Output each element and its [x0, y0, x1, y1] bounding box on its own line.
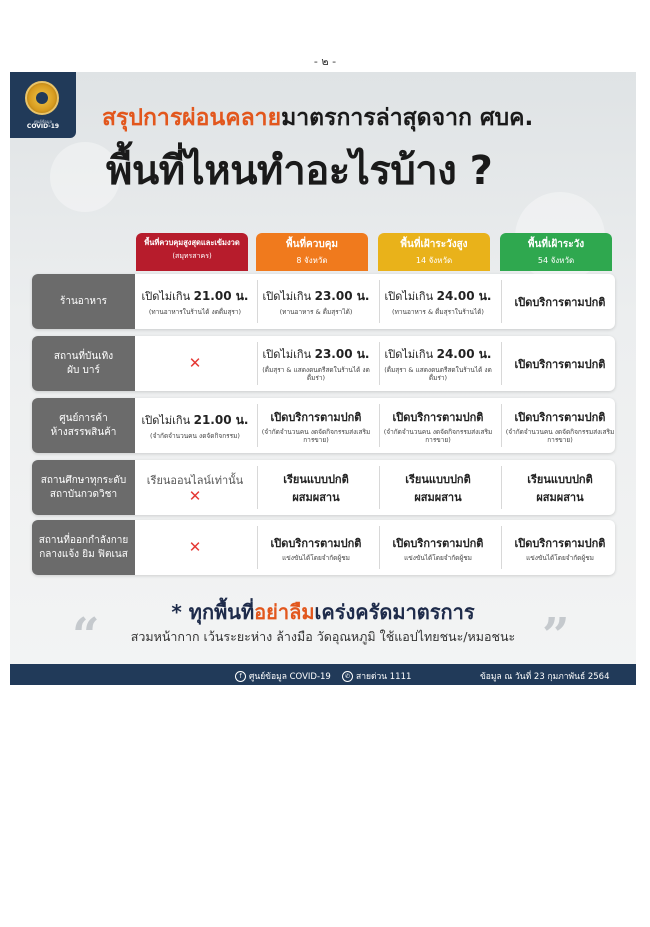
column-divider [379, 466, 380, 509]
infographic-poster [10, 72, 636, 685]
column-divider [257, 526, 258, 569]
not-allowed-icon: ✕ [188, 538, 202, 556]
table-cell: เรียนแบบปกติ ผสมผสาน [405, 472, 471, 504]
table-cell: เปิดบริการตามปกติ แข่งขันได้โดยจำกัดผู้ชม [392, 536, 484, 562]
facebook-icon: f [235, 671, 246, 682]
table-row [32, 274, 615, 329]
zone-header-2: พื้นที่ควบคุม 8 จังหวัด [256, 233, 368, 271]
column-divider [501, 466, 502, 509]
row-label: ร้านอาหาร [32, 274, 135, 329]
main-title: พื้นที่ไหนทำอะไรบ้าง ? [106, 148, 493, 194]
row-label: สถานที่ออกกำลังกาย กลางแจ้ง ยิม ฟิตเนส [32, 520, 135, 575]
table-row [32, 460, 615, 515]
footer-bar [10, 664, 636, 685]
column-divider [379, 280, 380, 323]
reminder-heading: * ทุกพื้นที่อย่าลืมเคร่งครัดมาตรการ [171, 600, 475, 624]
page-number: - ๒ - [313, 55, 337, 68]
zone-header-4: พื้นที่เฝ้าระวัง 54 จังหวัด [500, 233, 612, 271]
open-quote-icon: “ [72, 608, 100, 664]
seal-icon [25, 81, 59, 115]
table-cell [136, 520, 254, 575]
zone-header-1: พื้นที่ควบคุมสูงสุดและเข้มงวด (สมุทรสาคร) [136, 233, 248, 271]
reminder-measures: สวมหน้ากาก เว้นระยะห่าง ล้างมือ วัดอุณหภูมิ ใช้แอปไทยชนะ/หมอชนะ [130, 629, 516, 644]
footer-facebook: f ศูนย์ข้อมูล COVID-19 [235, 669, 331, 683]
table-cell: เปิดบริการตามปกติ (จำกัดจำนวนคน งดจัดกิจกรรมส่งเสริมการขาย) [505, 410, 615, 444]
column-divider [501, 404, 502, 447]
not-allowed-icon: ✕ [188, 354, 202, 372]
footer-date: ข้อมูล ณ วันที่ 23 กุมภาพันธ์ 2564 [480, 672, 610, 682]
table-cell: เปิดบริการตามปกติ (จำกัดจำนวนคน งดจัดกิจกรรมส่งเสริมการขาย) [383, 410, 493, 444]
table-cell: เปิดไม่เกิน 24.00 น. (ทานอาหาร & ดื่มสุราในร้านได้) [384, 289, 492, 316]
column-divider [379, 342, 380, 385]
table-cell: เรียนแบบปกติ ผสมผสาน [527, 472, 593, 504]
table-cell: เปิดไม่เกิน 23.00 น. (ทานอาหาร & ดื่มสุราได้) [262, 289, 370, 316]
table-cell: เปิดไม่เกิน 23.00 น. (ดื่มสุรา & แสดงดนตรีสดในร้านได้ งดดื่มร่า) [262, 347, 370, 382]
table-cell: เรียนแบบปกติ ผสมผสาน [283, 472, 349, 504]
column-divider [257, 466, 258, 509]
table-cell: เปิดบริการตามปกติ แข่งขันได้โดยจำกัดผู้ชม [270, 536, 362, 562]
row-label: สถานที่บันเทิง ผับ บาร์ [32, 336, 135, 391]
column-divider [379, 526, 380, 569]
covid-center-logo: ศูนย์ข้อมูล COVID-19 [10, 72, 76, 138]
table-cell: เปิดไม่เกิน 24.00 น. (ดื่มสุรา & แสดงดนตรีสดในร้านได้ งดดื่มร่า) [384, 347, 492, 382]
column-divider [257, 404, 258, 447]
table-cell: เปิดบริการตามปกติ [514, 295, 606, 309]
row-label: สถานศึกษาทุกระดับ สถาบันกวดวิชา [32, 460, 135, 515]
table-cell: เปิดบริการตามปกติ (จำกัดจำนวนคน งดจัดกิจกรรมส่งเสริมการขาย) [261, 410, 371, 444]
row-label: ศูนย์การค้า ห้างสรรพสินค้า [32, 398, 135, 453]
table-cell: เปิดไม่เกิน 21.00 น. (จำกัดจำนวนคน งดจัดกิจกรรม) [141, 413, 249, 440]
column-divider [257, 280, 258, 323]
zone-header-3: พื้นที่เฝ้าระวังสูง 14 จังหวัด [378, 233, 490, 271]
footer-hotline: ✆ สายด่วน 1111 [342, 669, 411, 683]
column-divider [501, 342, 502, 385]
close-quote-icon: ” [542, 608, 570, 664]
column-divider [501, 526, 502, 569]
table-cell: เปิดไม่เกิน 21.00 น. (ทานอาหารในร้านได้ งดดื่มสุรา) [141, 289, 249, 316]
table-cell [136, 336, 254, 391]
table-row [32, 336, 615, 391]
table-cell: เรียนออนไลน์เท่านั้น ✕ [146, 474, 244, 505]
not-allowed-icon: ✕ [188, 487, 202, 505]
column-divider [501, 280, 502, 323]
headline: สรุปการผ่อนคลายมาตรการล่าสุดจาก ศบค. [102, 105, 534, 131]
table-cell: เปิดบริการตามปกติ แข่งขันได้โดยจำกัดผู้ชม [514, 536, 606, 562]
table-row [32, 398, 615, 453]
phone-icon: ✆ [342, 671, 353, 682]
column-divider [257, 342, 258, 385]
column-divider [379, 404, 380, 447]
table-row [32, 520, 615, 575]
table-cell: เปิดบริการตามปกติ [514, 357, 606, 371]
